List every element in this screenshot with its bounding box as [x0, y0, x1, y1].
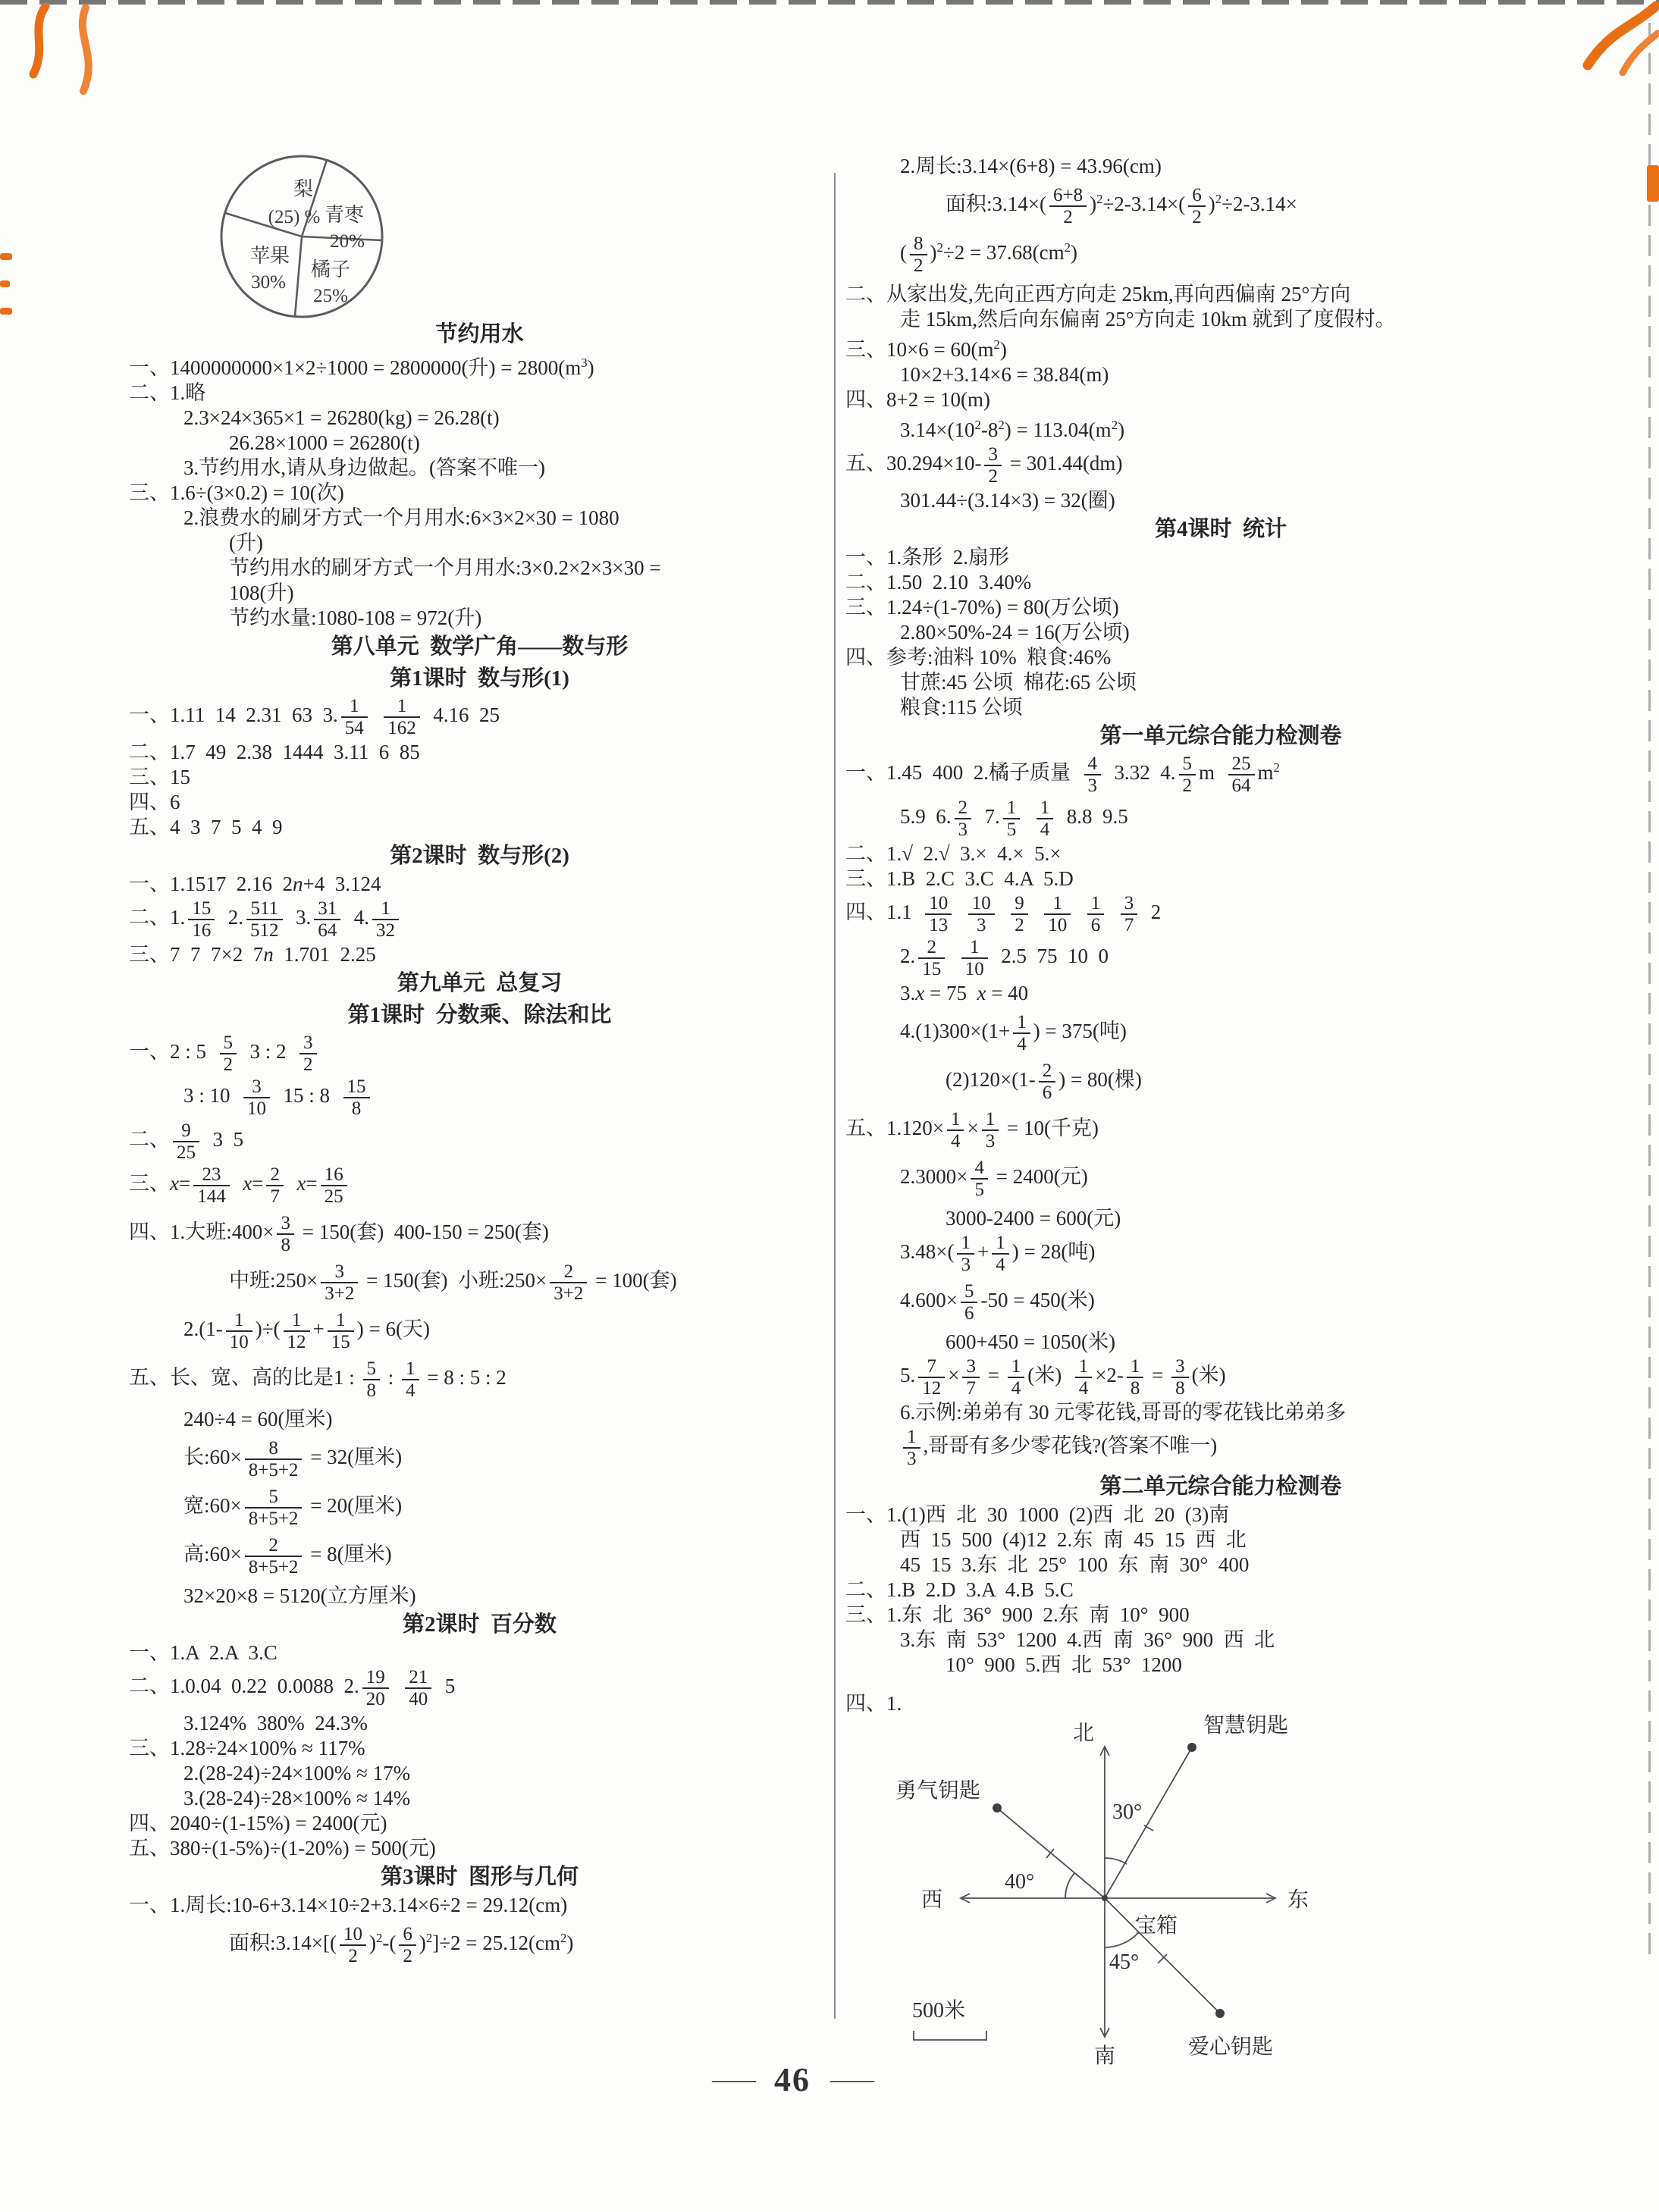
fraction: $\frac{3}{7}$	[1121, 893, 1138, 935]
fraction: $\frac{511}{512}$	[246, 898, 283, 941]
scale-bracket	[914, 2031, 986, 2040]
fraction: $\frac{1}{4}$	[992, 1233, 1009, 1275]
fraction: $\frac{5}{6}$	[961, 1281, 978, 1324]
answer-line: $3.14\times(10^2-8^2) = 113.04(m^2)$	[900, 418, 1125, 441]
fraction: $\frac{7}{12}$	[918, 1356, 945, 1399]
fraction: $\frac{16}{25}$	[321, 1164, 347, 1207]
fraction: $\frac{2}{7}$	[266, 1164, 284, 1207]
answer-line: 二、1.B 2.D 3.A 4.B 5.C	[845, 1578, 1074, 1601]
fraction: $\frac{1}{4}$	[1036, 797, 1054, 840]
fraction: $\frac{1}{8}$	[1127, 1356, 1144, 1399]
answer-line: 一、1400000000×1×2÷1000 = 2800000(升) = $2800(m^3)$	[129, 356, 594, 379]
fraction: $\frac{3}{3+2}$	[321, 1261, 358, 1304]
answer-line: 二、1.7 49 2.38 1444 3.11 6 85	[129, 741, 420, 763]
answer-line: 二、从家出发,先向正西方向走 25km,再向西偏南 25°方向	[845, 283, 1351, 305]
fraction: $\frac{4}{3}$	[1084, 754, 1102, 796]
fraction: $\frac{25}{64}$	[1228, 754, 1255, 796]
answer-line: (升)	[229, 531, 263, 554]
answer-line: 4.(1)300×(1+ $\frac{1}{4}$ ) = 375(吨)	[900, 1012, 1127, 1054]
fraction: $\frac{15}{16}$	[188, 898, 215, 941]
scan-edge-right	[1648, 23, 1651, 1963]
answer-line: 32×20×8 = 5120(立方厘米)	[183, 1584, 416, 1607]
fraction: $\frac{3}{2}$	[299, 1032, 317, 1075]
answer-line: 一、1.1517 2.16 2n+4 3.124	[129, 873, 381, 895]
fraction: $\frac{1}{6}$	[1087, 893, 1105, 935]
section-heading: 第1课时 分数乘、除法和比	[347, 1003, 612, 1027]
fraction: $\frac{6}{2}$	[399, 1924, 416, 1966]
footer-dash: ——	[830, 2066, 873, 2092]
origin-point	[1102, 1895, 1108, 1901]
west-label: 西	[920, 1888, 943, 1912]
fraction: $\frac{8}{8+5+2}$	[245, 1438, 303, 1480]
fraction: $\frac{1}{3}$	[982, 1109, 999, 1151]
fraction: $\frac{1}{162}$	[384, 696, 420, 738]
fraction: $\frac{3}{2}$	[984, 444, 1002, 487]
south-label: 南	[1093, 2044, 1116, 2068]
answer-line: 二、 $\frac{9}{25}$ 3 5	[129, 1120, 243, 1163]
fraction: $\frac{2}{8+5+2}$	[245, 1535, 303, 1578]
answer-line: 2.80×50%-24 = 16(万公顷)	[900, 621, 1130, 644]
answer-line: 2.(28-24)÷24×100% ≈ 17%	[183, 1762, 411, 1784]
answer-line: 四、6	[129, 791, 180, 813]
section-heading: 第二单元综合能力检测卷	[1099, 1474, 1342, 1499]
answer-line: 301.44÷(3.14×3) = 32(圈)	[900, 489, 1115, 512]
answer-line: 10° 900 5.西 北 53° 1200	[946, 1653, 1182, 1676]
answer-line: ( $\frac{8}{2}$ )$^2\div 2 = 37.68(cm^2)$	[900, 233, 1078, 276]
pie-label: 青枣	[324, 204, 365, 226]
fraction: $\frac{1}{12}$	[284, 1310, 310, 1352]
fraction: $\frac{5}{8}$	[363, 1358, 381, 1401]
corner-ornament-top-left-icon	[14, 3, 120, 105]
pie-label: 橘子	[310, 258, 351, 280]
fraction: $\frac{2}{15}$	[918, 937, 945, 979]
love-key-label: 爱心钥匙	[1188, 2035, 1274, 2059]
page-footer	[0, 2060, 1585, 2099]
answer-line: 二、1. $\frac{15}{16}$ 2. $\frac{511}{512}$ 3. $\frac{31}{64}$ 4. $\frac{1}{32}$	[129, 898, 830, 941]
angle-arc-30	[1105, 1858, 1127, 1864]
edge-ornament-icon	[1647, 165, 1659, 202]
footer-dash: ——	[712, 2066, 754, 2092]
section-heading: 第一单元综合能力检测卷	[1099, 724, 1342, 748]
fraction: $\frac{31}{64}$	[314, 898, 340, 941]
pie-value: 25%	[313, 286, 348, 306]
edge-ornament-icon	[0, 280, 10, 287]
fraction: $\frac{1}{5}$	[1003, 797, 1021, 840]
east-label: 东	[1287, 1888, 1309, 1912]
treasure-label: 宝箱	[1135, 1914, 1178, 1938]
answer-line: 3 : 10 $\frac{3}{10}$ 15 : 8 $\frac{15}{8}$	[129, 1076, 830, 1119]
wisdom-key-label: 智慧钥匙	[1203, 1714, 1289, 1737]
section-heading: 第4课时 统计	[1154, 517, 1287, 541]
direction-diagram	[845, 1682, 1596, 2069]
answer-line: 一、1.A 2.A 3.C	[129, 1641, 278, 1664]
answer-line: 三、1.6÷(3×0.2) = 10(次)	[129, 481, 344, 504]
section-heading: 第2课时 百分数	[402, 1612, 557, 1637]
answer-line: 五、4 3 7 5 4 9	[129, 816, 283, 838]
fraction: $\frac{19}{20}$	[362, 1667, 389, 1709]
answer-line: 一、1.45 400 2.橘子质量 $\frac{4}{3}$ 3.32 4. $\frac{5}{2}$ m $\frac{25}{64}$ $m^2$	[845, 754, 1280, 796]
answer-line: 西 15 500 (4)12 2.东 南 45 15 西 北	[900, 1528, 1247, 1551]
fraction: $\frac{2}{3}$	[955, 797, 972, 840]
answer-line: 三、1.28÷24×100% ≈ 117%	[129, 1737, 365, 1759]
section-heading: 第八单元 数学广角——数与形	[331, 634, 629, 659]
scale-label: 500米	[912, 1999, 966, 2022]
answer-line: 3.x = 75 x = 40	[900, 982, 1029, 1004]
fraction: $\frac{1}{54}$	[341, 696, 368, 738]
fraction: $\frac{1}{10}$	[226, 1310, 252, 1352]
answer-line: 3.(28-24)÷28×100% ≈ 14%	[183, 1787, 411, 1809]
fraction: $\frac{6+8}{2}$	[1049, 185, 1087, 227]
fraction: $\frac{5}{2}$	[220, 1032, 237, 1075]
fraction: $\frac{3}{7}$	[962, 1356, 980, 1399]
answer-line: 五、长、宽、高的比是1 : $\frac{5}{8}$ : $\frac{1}{4}$ = 8 : 5 : 2	[129, 1358, 506, 1401]
answer-line: 二、1.0.04 0.22 0.0088 2. $\frac{19}{20}$ $\frac{21}{40}$ 5	[129, 1667, 456, 1709]
fraction: $\frac{21}{40}$	[405, 1667, 431, 1709]
fraction: $\frac{1}{4}$	[1008, 1356, 1025, 1399]
answer-line: 一、1.周长:10-6+3.14×10÷2+3.14×6÷2 = 29.12(cm)	[129, 1894, 568, 1916]
answer-line: 一、1.条形 2.扇形	[845, 546, 1009, 569]
fraction: $\frac{3}{8}$	[277, 1213, 294, 1255]
answer-line: 108(升)	[229, 581, 294, 604]
fraction: $\frac{1}{3}$	[957, 1233, 974, 1275]
pie-value: 20%	[330, 231, 365, 252]
answer-line: 3.124% 380% 24.3%	[183, 1712, 368, 1734]
answer-line: 3.48×( $\frac{1}{3}$ + $\frac{1}{4}$ ) = 28(吨)	[900, 1233, 1096, 1275]
pie-label: 梨	[293, 178, 314, 200]
answer-line: 粮食:115 公顷	[900, 696, 1023, 719]
fraction: $\frac{8}{2}$	[910, 233, 927, 276]
answer-line: 宽:60× $\frac{5}{8+5+2}$ = 20(厘米)	[183, 1487, 403, 1529]
answer-line: 三、$10\times 6 = 60(m^2)$	[845, 337, 1007, 361]
edge-ornament-icon	[0, 253, 12, 260]
pie-slice-line	[295, 237, 302, 316]
answer-line: 四、2040÷(1-15%) = 2400(元)	[129, 1812, 387, 1834]
answer-line: 中班:250× $\frac{3}{3+2}$ = 150(套) 小班:250× $\frac{2}{3+2}$ = 100(套)	[229, 1261, 677, 1304]
answer-line: 四、8+2 = 10(m)	[845, 388, 990, 411]
fraction: $\frac{1}{3}$	[903, 1427, 920, 1469]
right-column	[845, 154, 1596, 2069]
angle-30-label: 30°	[1112, 1800, 1143, 1824]
answer-line: 一、1.(1)西 北 30 1000 (2)西 北 20 (3)南	[845, 1503, 1230, 1526]
courage-key-point	[993, 1803, 1002, 1813]
answer-line: 二、1.略	[129, 381, 206, 404]
fraction: $\frac{1}{4}$	[947, 1109, 964, 1151]
answer-line: 面积:3.14×( $\frac{6+8}{2}$ )$^2$÷2-3.14×( $\frac{6}{2}$ )$^2$÷2-3.14×	[946, 185, 1297, 227]
answer-line: 三、7 7 7×2 7n 1.701 2.25	[129, 943, 376, 966]
fraction: $\frac{9}{2}$	[1011, 893, 1028, 935]
fraction: $\frac{1}{10}$	[961, 937, 988, 979]
fraction: $\frac{1}{10}$	[1044, 893, 1071, 935]
answer-line: 甘蔗:45 公顷 棉花:65 公顷	[900, 671, 1137, 694]
answer-line: 长:60× $\frac{8}{8+5+2}$ = 32(厘米)	[183, 1438, 403, 1480]
answer-line: 四、1.1 $\frac{10}{13}$ $\frac{10}{3}$ $\frac{9}{2}$ $\frac{1}{10}$ $\frac{1}{6}$ $\frac{3}{7}$ 2	[845, 893, 1162, 935]
fraction: $\frac{1}{4}$	[1075, 1356, 1093, 1399]
answer-line: 二、1.√ 2.√ 3.× 4.× 5.×	[845, 842, 1062, 865]
fraction: $\frac{23}{144}$	[193, 1164, 230, 1207]
answer-line: 三、1.B 2.C 3.C 4.A 5.D	[845, 867, 1074, 890]
answer-line: 三、x= $\frac{23}{144}$ x= $\frac{2}{7}$ x= $\frac{16}{25}$	[129, 1164, 830, 1207]
answer-line: $\frac{1}{3}$ ,哥哥有多少零花钱?(答案不唯一)	[845, 1427, 1596, 1469]
courage-key-label: 勇气钥匙	[895, 1779, 981, 1803]
section-heading: 第九单元 总复习	[397, 971, 563, 995]
answer-line: 2.周长:3.14×(6+8) = 43.96(cm)	[900, 155, 1162, 177]
section-heading: 第2课时 数与形(2)	[390, 844, 569, 868]
left-column	[129, 318, 830, 1972]
fraction: $\frac{15}{8}$	[343, 1076, 370, 1119]
answer-line: 600+450 = 1050(米)	[946, 1330, 1115, 1353]
answer-line: 5.9 6. $\frac{2}{3}$ 7. $\frac{1}{5}$ $\frac{1}{4}$ 8.8 9.5	[900, 797, 1128, 840]
fraction: $\frac{6}{2}$	[1188, 185, 1206, 227]
answer-line: 2.3×24×365×1 = 26280(kg) = 26.28(t)	[183, 406, 500, 429]
edge-ornament-icon	[0, 308, 12, 315]
answer-line: 3000-2400 = 600(元)	[946, 1207, 1121, 1230]
answer-line: 5. $\frac{7}{12}$ × $\frac{3}{7}$ = $\frac{1}{4}$ (米) $\frac{1}{4}$ ×2- $\frac{1}{8}$ = $\frac{3}{8}$ (米)	[900, 1356, 1226, 1399]
angle-arc-40	[1065, 1873, 1074, 1898]
scan-edge-top	[0, 0, 1659, 5]
love-key-point	[1215, 2009, 1225, 2018]
fraction: $\frac{10}{3}$	[968, 893, 995, 935]
answer-line: 240÷4 = 60(厘米)	[183, 1408, 333, 1430]
answer-line: 4.600× $\frac{5}{6}$ -50 = 450(米)	[900, 1281, 1095, 1324]
answer-line: 3.东 南 53° 1200 4.西 南 36° 900 西 北	[900, 1628, 1275, 1651]
answer-line: 节约水量:1080-108 = 972(升)	[229, 606, 482, 629]
fraction: $\frac{2}{3+2}$	[550, 1261, 587, 1304]
answer-line: 五、380÷(1-5%)÷(1-20%) = 500(元)	[129, 1837, 436, 1860]
fraction: $\frac{10}{2}$	[340, 1924, 366, 1966]
fraction: $\frac{3}{10}$	[243, 1076, 270, 1119]
answer-line: 四、参考:油料 10% 粮食:46%	[845, 646, 1112, 669]
answer-line: 一、1.11 14 2.31 63 3. $\frac{1}{54}$ $\frac{1}{162}$ 4.16 25	[129, 696, 500, 738]
fraction: $\frac{4}{5}$	[971, 1158, 988, 1200]
answer-line: 26.28×1000 = 26280(t)	[229, 431, 420, 454]
answer-line: 2.3000× $\frac{4}{5}$ = 2400(元)	[900, 1158, 1088, 1200]
wisdom-key-point	[1187, 1743, 1196, 1752]
answer-line: 45 15 3.东 北 25° 100 东 南 30° 400	[900, 1553, 1250, 1576]
answer-line: 四、1.大班:400× $\frac{3}{8}$ = 150(套) 400-150 = 250(套)	[129, 1213, 549, 1255]
angle-arc-45	[1105, 1933, 1138, 1947]
pie-value: 30%	[251, 272, 286, 293]
north-label: 北	[1072, 1722, 1095, 1745]
answer-line: 节约用水的刷牙方式一个月用水:3×0.2×2×3×30 =	[229, 556, 661, 579]
section-heading: 第1课时 数与形(1)	[390, 666, 569, 691]
pie-chart	[215, 150, 388, 323]
fraction: $\frac{1}{32}$	[372, 898, 399, 941]
question-label: 四、1.	[845, 1692, 902, 1715]
answer-line: 面积:3.14×[( $\frac{10}{2}$ )$^2$-( $\frac{6}{2}$ )$^2]\div 2 = 25.12(cm^2)$	[229, 1924, 574, 1966]
answer-line: 三、1.24÷(1-70%) = 80(万公顷)	[845, 596, 1119, 619]
pie-label: 苹果	[249, 245, 290, 267]
pie-value: (25) %	[268, 207, 321, 227]
answer-line: 走 15km,然后向东偏南 25°方向走 10km 就到了度假村。	[900, 308, 1396, 331]
fraction: $\frac{1}{4}$	[1013, 1012, 1030, 1054]
answer-line: 3.节约用水,请从身边做起。(答案不唯一)	[183, 456, 545, 479]
section-heading: 第3课时 图形与几何	[380, 1865, 579, 1889]
answer-line: 2.浪费水的刷牙方式一个月用水:6×3×2×30 = 1080	[183, 506, 619, 529]
column-divider	[834, 173, 836, 2019]
answer-line: 6.示例:弟弟有 30 元零花钱,哥哥的零花钱比弟弟多	[900, 1401, 1347, 1424]
fraction: $\frac{5}{2}$	[1179, 754, 1196, 796]
fraction: $\frac{3}{8}$	[1171, 1356, 1189, 1399]
fraction: $\frac{1}{4}$	[402, 1358, 419, 1401]
angle-40-label: 40°	[1005, 1870, 1035, 1894]
answer-line: 2. $\frac{2}{15}$ $\frac{1}{10}$ 2.5 75 10 0	[900, 937, 1109, 979]
answer-line: 五、1.120× $\frac{1}{4}$ × $\frac{1}{3}$ = 10(千克)	[845, 1109, 1099, 1151]
answer-line: 2.(1- $\frac{1}{10}$ )÷( $\frac{1}{12}$ + $\frac{1}{15}$ ) = 6(天)	[183, 1310, 430, 1352]
page-number: 46	[774, 2061, 811, 2098]
answer-line: 二、1.50 2.10 3.40%	[845, 571, 1032, 594]
fraction: $\frac{9}{25}$	[173, 1120, 199, 1163]
answer-line: 五、30.294×10- $\frac{3}{2}$ = 301.44(dm)	[845, 444, 1123, 487]
answer-line: 10×2+3.14×6 = 38.84(m)	[900, 363, 1109, 386]
section-heading: 节约用水	[435, 322, 524, 346]
fraction: $\frac{2}{6}$	[1039, 1061, 1056, 1103]
fraction: $\frac{1}{15}$	[328, 1310, 354, 1352]
answer-line: (2)120×(1- $\frac{2}{6}$ ) = 80(棵)	[946, 1061, 1142, 1103]
answer-line: 高:60× $\frac{2}{8+5+2}$ = 8(厘米)	[183, 1535, 392, 1578]
answer-line: 三、15	[129, 766, 190, 788]
fraction: $\frac{5}{8+5+2}$	[245, 1487, 303, 1529]
answer-line: 一、2 : 5 $\frac{5}{2}$ 3 : 2 $\frac{3}{2}$	[129, 1032, 830, 1075]
answer-line: 三、1.东 北 36° 900 2.东 南 10° 900	[845, 1603, 1190, 1626]
fraction: $\frac{10}{13}$	[925, 893, 952, 935]
corner-ornament-top-right-icon	[1582, 0, 1659, 76]
angle-45-label: 45°	[1109, 1950, 1140, 1974]
